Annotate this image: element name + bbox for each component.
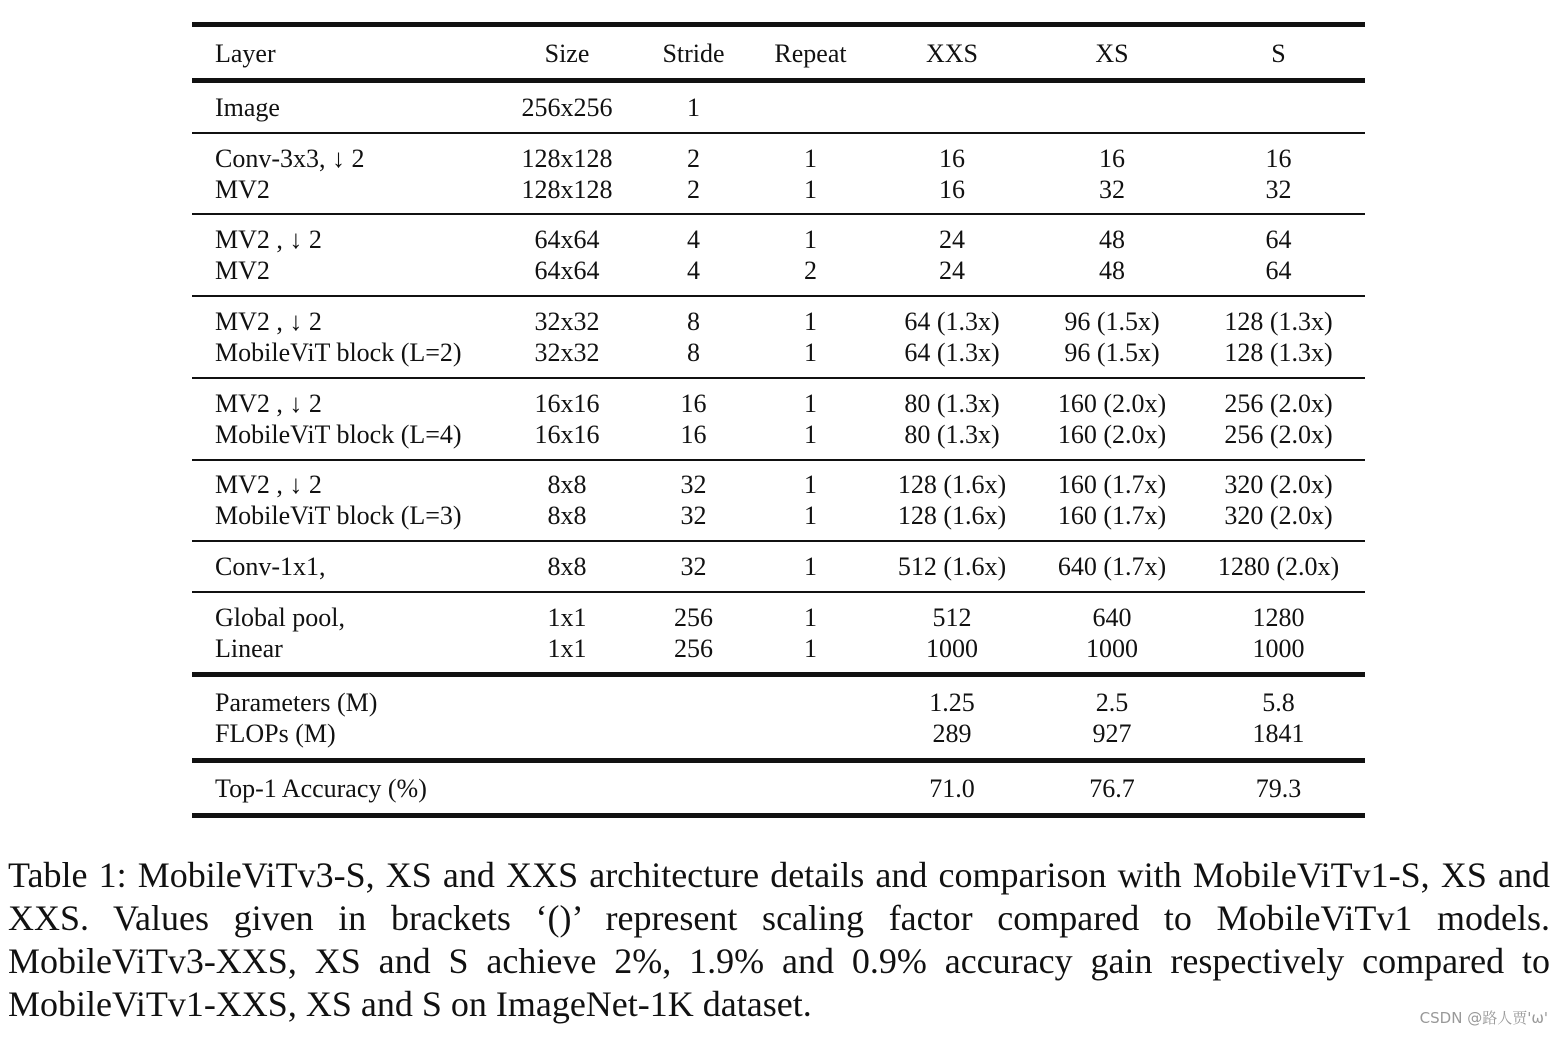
cell-s: 128 (1.3x) bbox=[1224, 338, 1333, 367]
cell-xs: 640 (1.7x) bbox=[1057, 552, 1167, 581]
cell-xxs: 128 (1.6x) bbox=[897, 501, 1007, 530]
cell-s: 32 bbox=[1265, 175, 1292, 204]
cell-repeat: 1 bbox=[804, 552, 817, 581]
cell-xs: 1000 bbox=[1086, 634, 1138, 663]
cell-xs: 160 (2.0x) bbox=[1057, 389, 1167, 418]
cell-s: 64 bbox=[1265, 256, 1292, 285]
cell-xxs: 71.0 bbox=[929, 774, 975, 803]
cell-stride: 2 bbox=[687, 175, 700, 204]
cell-stride: 4 bbox=[687, 256, 700, 285]
cell-stride: 32 bbox=[680, 501, 707, 530]
cell-repeat: 1 bbox=[804, 389, 817, 418]
cell-layer: MobileViT block (L=2) bbox=[215, 338, 462, 367]
cell-xs: 48 bbox=[1099, 225, 1125, 254]
cell-stride: 8 bbox=[687, 307, 700, 336]
cell-layer: Conv-1x1, bbox=[215, 552, 326, 581]
table-row bbox=[192, 255, 1365, 286]
cell-size: 32x32 bbox=[534, 307, 600, 336]
cell-stride: 8 bbox=[687, 338, 700, 367]
cell-layer: MV2 , ↓ 2 bbox=[215, 225, 322, 254]
table-row bbox=[192, 92, 1365, 123]
cell-stride: 2 bbox=[687, 144, 700, 173]
cell-xxs: 512 bbox=[932, 603, 972, 632]
cell-repeat: 1 bbox=[804, 634, 817, 663]
cell-repeat: 2 bbox=[804, 256, 817, 285]
cell-size: 128x128 bbox=[521, 144, 613, 173]
cell-s: 1841 bbox=[1252, 719, 1305, 748]
cell-s: 256 (2.0x) bbox=[1224, 389, 1333, 418]
cell-size: 8x8 bbox=[547, 470, 587, 499]
cell-layer: MV2 bbox=[215, 175, 270, 204]
cell-xs: 927 bbox=[1092, 719, 1132, 748]
cell-stride: 1 bbox=[687, 93, 700, 122]
table-row bbox=[192, 388, 1365, 419]
cell-size: 16x16 bbox=[534, 420, 600, 449]
cell-size: 64x64 bbox=[534, 225, 600, 254]
group-divider bbox=[192, 132, 1365, 134]
cell-repeat: 1 bbox=[804, 603, 817, 632]
cell-s: 16 bbox=[1265, 144, 1292, 173]
group-divider bbox=[192, 540, 1365, 542]
cell-stride: 256 bbox=[674, 603, 713, 632]
table-row bbox=[192, 773, 1365, 804]
header-repeat: Repeat bbox=[774, 39, 847, 68]
cell-xxs: 512 (1.6x) bbox=[897, 552, 1007, 581]
header-bottom-rule bbox=[192, 78, 1365, 83]
group-divider bbox=[192, 295, 1365, 297]
cell-repeat: 1 bbox=[804, 225, 817, 254]
cell-stride: 4 bbox=[687, 225, 700, 254]
cell-layer: MobileViT block (L=3) bbox=[215, 501, 462, 530]
cell-xs: 32 bbox=[1099, 175, 1125, 204]
cell-xs: 96 (1.5x) bbox=[1064, 338, 1160, 367]
cell-xxs: 16 bbox=[939, 175, 965, 204]
group-divider bbox=[192, 459, 1365, 461]
table-row bbox=[192, 143, 1365, 174]
table-row bbox=[192, 633, 1365, 664]
cell-s: 320 (2.0x) bbox=[1224, 501, 1333, 530]
cell-layer: Image bbox=[215, 93, 280, 122]
cell-s: 1000 bbox=[1252, 634, 1305, 663]
table-row bbox=[192, 469, 1365, 500]
cell-repeat: 1 bbox=[804, 144, 817, 173]
cell-s: 1280 (2.0x) bbox=[1217, 552, 1340, 581]
table-row bbox=[192, 306, 1365, 337]
cell-xs: 160 (2.0x) bbox=[1057, 420, 1167, 449]
cell-s: 256 (2.0x) bbox=[1224, 420, 1333, 449]
cell-repeat: 1 bbox=[804, 338, 817, 367]
cell-size: 64x64 bbox=[534, 256, 600, 285]
cell-xxs: 24 bbox=[939, 225, 965, 254]
cell-xxs: 64 (1.3x) bbox=[904, 338, 1000, 367]
group-divider bbox=[192, 591, 1365, 593]
cell-xxs: 1000 bbox=[926, 634, 978, 663]
cell-stride: 32 bbox=[680, 552, 707, 581]
cell-layer: MV2 bbox=[215, 256, 270, 285]
cell-xxs: 1.25 bbox=[929, 688, 975, 717]
cell-s: 79.3 bbox=[1255, 774, 1302, 803]
cell-layer: Top-1 Accuracy (%) bbox=[215, 774, 427, 803]
cell-repeat: 1 bbox=[804, 470, 817, 499]
cell-repeat: 1 bbox=[804, 501, 817, 530]
cell-stride: 16 bbox=[680, 420, 707, 449]
header-size: Size bbox=[544, 39, 590, 68]
section-rule bbox=[192, 758, 1365, 763]
cell-layer: MV2 , ↓ 2 bbox=[215, 307, 322, 336]
watermark: CSDN @路人贾'ω' bbox=[1419, 1009, 1548, 1027]
cell-xxs: 16 bbox=[939, 144, 965, 173]
table-row bbox=[192, 337, 1365, 368]
cell-layer: MV2 , ↓ 2 bbox=[215, 470, 322, 499]
cell-size: 128x128 bbox=[521, 175, 613, 204]
cell-layer: MobileViT block (L=4) bbox=[215, 420, 462, 449]
table-row bbox=[192, 174, 1365, 205]
cell-xxs: 64 (1.3x) bbox=[904, 307, 1000, 336]
table-row bbox=[192, 718, 1365, 749]
cell-size: 32x32 bbox=[534, 338, 600, 367]
cell-xs: 160 (1.7x) bbox=[1057, 501, 1167, 530]
cell-stride: 32 bbox=[680, 470, 707, 499]
cell-layer: FLOPs (M) bbox=[215, 719, 336, 748]
group-divider bbox=[192, 213, 1365, 215]
cell-xs: 2.5 bbox=[1095, 688, 1129, 717]
cell-repeat: 1 bbox=[804, 175, 817, 204]
table-row bbox=[192, 419, 1365, 450]
cell-xs: 640 bbox=[1092, 603, 1132, 632]
cell-xs: 16 bbox=[1099, 144, 1125, 173]
table-row bbox=[192, 500, 1365, 531]
header-stride: Stride bbox=[662, 39, 725, 68]
cell-s: 128 (1.3x) bbox=[1224, 307, 1333, 336]
cell-repeat: 1 bbox=[804, 420, 817, 449]
cell-xxs: 289 bbox=[932, 719, 972, 748]
table-row bbox=[192, 551, 1365, 582]
cell-xxs: 80 (1.3x) bbox=[904, 420, 1000, 449]
cell-s: 5.8 bbox=[1262, 688, 1295, 717]
section-rule bbox=[192, 672, 1365, 677]
cell-stride: 16 bbox=[680, 389, 707, 418]
table-bottom-rule bbox=[192, 813, 1365, 818]
table-row bbox=[192, 224, 1365, 255]
cell-s: 1280 bbox=[1252, 603, 1305, 632]
cell-layer: Linear bbox=[215, 634, 283, 663]
table-row bbox=[192, 687, 1365, 718]
header-s: S bbox=[1271, 39, 1286, 68]
cell-size: 8x8 bbox=[547, 501, 587, 530]
table-top-rule bbox=[192, 22, 1365, 27]
table-header-row bbox=[192, 38, 1365, 69]
table-row bbox=[192, 602, 1365, 633]
group-divider bbox=[192, 377, 1365, 379]
header-xs: XS bbox=[1095, 39, 1129, 68]
cell-xs: 96 (1.5x) bbox=[1064, 307, 1160, 336]
cell-s: 64 bbox=[1265, 225, 1292, 254]
cell-size: 256x256 bbox=[521, 93, 613, 122]
cell-size: 8x8 bbox=[547, 552, 587, 581]
cell-size: 1x1 bbox=[547, 603, 587, 632]
cell-xxs: 128 (1.6x) bbox=[897, 470, 1007, 499]
cell-layer: Parameters (M) bbox=[215, 688, 378, 717]
cell-xs: 48 bbox=[1099, 256, 1125, 285]
cell-s: 320 (2.0x) bbox=[1224, 470, 1333, 499]
cell-layer: MV2 , ↓ 2 bbox=[215, 389, 322, 418]
cell-size: 16x16 bbox=[534, 389, 600, 418]
cell-size: 1x1 bbox=[547, 634, 587, 663]
cell-layer: Global pool, bbox=[215, 603, 345, 632]
header-xxs: XXS bbox=[925, 39, 978, 68]
cell-stride: 256 bbox=[674, 634, 713, 663]
cell-layer: Conv-3x3, ↓ 2 bbox=[215, 144, 365, 173]
cell-repeat: 1 bbox=[804, 307, 817, 336]
cell-xs: 76.7 bbox=[1089, 774, 1135, 803]
cell-xs: 160 (1.7x) bbox=[1057, 470, 1167, 499]
header-layer: Layer bbox=[215, 39, 276, 68]
table-caption: Table 1: MobileViTv3-S, XS and XXS architecture details and comparison with MobileViTv1-S, XS and XXS. Values given in brackets ‘()’ represent scaling factor compared to MobileViTv1 models. MobileViTv3-XXS, XS and S achieve 2%, 1.9% and 0.9% accuracy gain respectively compared to MobileViTv1-XXS, XS and S on ImageNet-1K dataset. bbox=[8, 855, 1550, 1024]
cell-xxs: 24 bbox=[939, 256, 965, 285]
cell-xxs: 80 (1.3x) bbox=[904, 389, 1000, 418]
